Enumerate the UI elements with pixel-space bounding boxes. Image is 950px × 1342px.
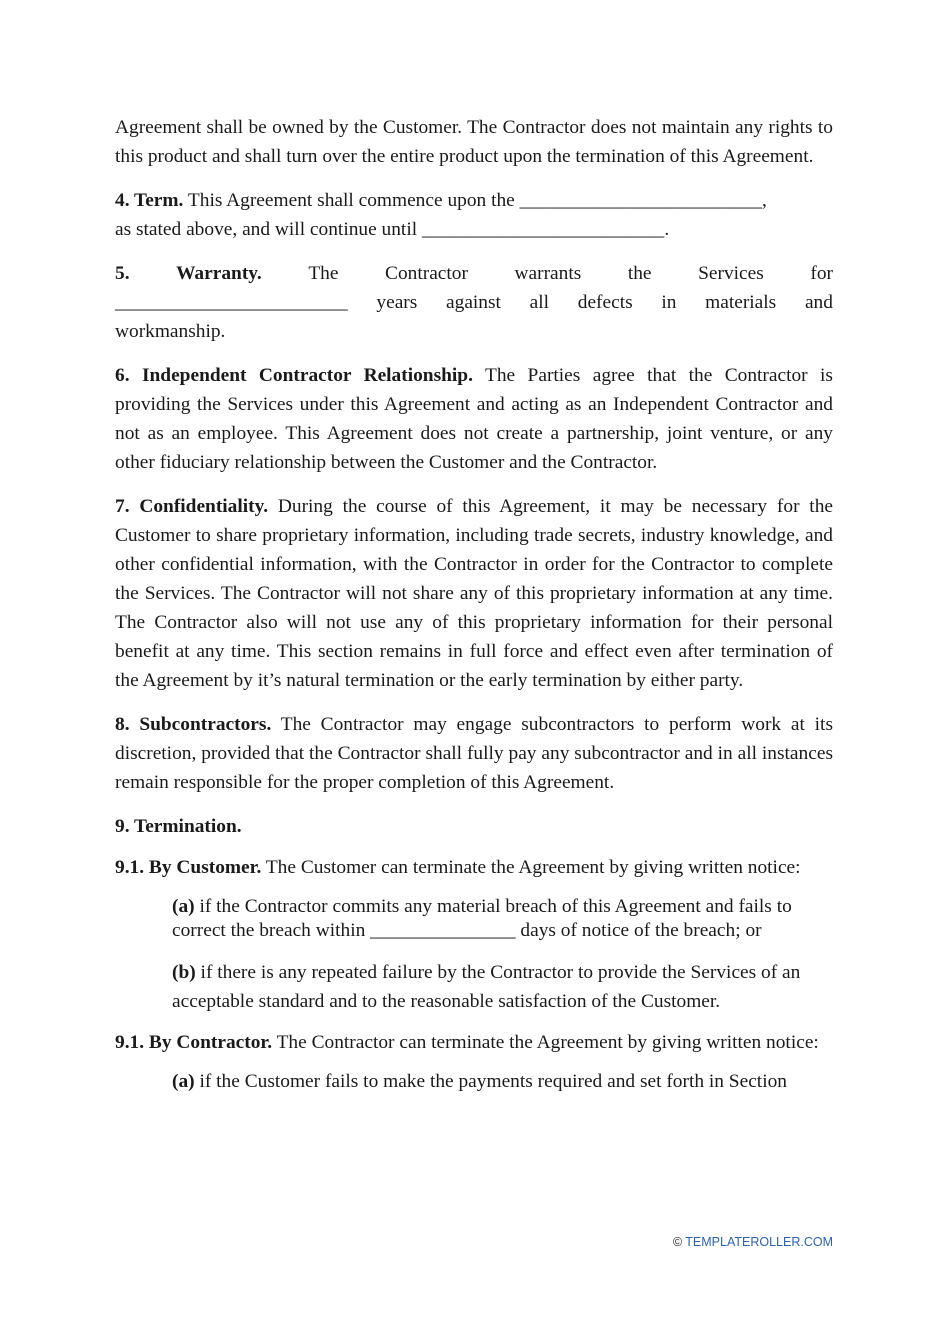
warranty-word: all — [529, 292, 550, 313]
section-warranty — [115, 259, 833, 346]
warranty-word: materials — [705, 292, 777, 313]
clause-b-text: if there is any repeated failure by the Contractor to provide the Services of an acceptable standard and to the reasonable satisfaction of the Customer. — [172, 962, 801, 1012]
term-heading: 4. Term. — [115, 190, 184, 211]
confidentiality-text: During the course of this Agreement, it may be necessary for the Customer to share proprietary information, including trade secrets, industry knowledge, and other confidential information, with the Contractor in order for the Contractor to complete the Services. The Contractor will not share any of this proprietary information at any time. The Contractor also will not use any of this proprietary information for their personal benefit at any time. This section remains in full force and effect even after termination of the Agreement by it’s natural termination or the early termination by either party. — [115, 496, 834, 691]
by-contractor-text: The Contractor can terminate the Agreement by giving written notice: — [272, 1032, 819, 1053]
termination-by-customer — [115, 856, 833, 880]
by-contractor-heading: 9.1. By Contractor. — [115, 1032, 273, 1053]
warranty-line-2 — [115, 288, 833, 317]
warranty-word: Services — [698, 263, 764, 284]
section-termination — [115, 812, 833, 841]
by-customer-heading: 9.1. By Customer. — [115, 857, 262, 878]
warranty-word: and — [804, 292, 833, 313]
subcontractors-heading: 8. Subcontractors. — [115, 714, 272, 735]
independent-heading: 6. Independent Contractor Relationship. — [115, 365, 473, 386]
term-line2: as stated above, and will continue until _________________________. — [115, 219, 670, 240]
clause-b-label: (b) — [172, 962, 196, 983]
warranty-line-1 — [115, 259, 833, 288]
clause-a-label: (a) — [172, 896, 195, 917]
footer-brand — [673, 1235, 833, 1249]
by-customer-clause-a — [172, 895, 833, 943]
section-independent-contractor — [115, 361, 833, 477]
warranty-line-3: workmanship. — [115, 321, 226, 342]
warranty-word: in — [661, 292, 677, 313]
termination-heading: 9. Termination. — [115, 816, 242, 837]
subcontractors-text: The Contractor may engage subcontractors to perform work at its discretion, provided that the Contractor shall fully pay any subcontractor and in all instances remain responsible for the proper completion of this Agreement. — [115, 714, 833, 793]
clause-a-text: if the Contractor commits any material breach of this Agreement and fails to correct the breach within _______________ days of notice of the breach; or — [172, 896, 792, 941]
contractor-clause-a-label: (a) — [172, 1071, 195, 1092]
warranty-word: Contractor — [385, 263, 468, 284]
document-body — [115, 113, 833, 1109]
section-confidentiality — [115, 492, 833, 695]
warranty-word: defects — [577, 292, 633, 313]
warranty-blank: ________________________ — [115, 292, 348, 313]
warranty-word: years — [376, 292, 418, 313]
warranty-word: for — [810, 263, 833, 284]
warranty-number: 5. — [115, 263, 130, 284]
brand-link[interactable]: TEMPLATEROLLER.COM — [685, 1235, 833, 1249]
intro-continuation: Agreement shall be owned by the Customer. The Contractor does not maintain any rights to this product and shall turn over the entire product upon the termination of this Agreement. — [115, 117, 833, 167]
warranty-word: the — [627, 263, 652, 284]
warranty-heading: Warranty. — [176, 263, 262, 284]
by-contractor-clause-a — [172, 1070, 833, 1094]
warranty-word: The — [308, 263, 339, 284]
independent-text: The Parties agree that the Contractor is providing the Services under this Agreement and acting as an Independent Contractor and not as an employee. This Agreement does not create a partnership, joint venture, or any other fiduciary relationship between the Customer and the Contractor. — [115, 365, 833, 473]
warranty-word: warrants — [514, 263, 582, 284]
section-subcontractors — [115, 710, 833, 797]
term-line1: This Agreement shall commence upon the _________________________, — [183, 190, 767, 211]
section-term — [115, 186, 833, 244]
copyright-symbol: © — [672, 1235, 683, 1249]
contractor-clause-a-text: if the Customer fails to make the payments required and set forth in Section — [194, 1071, 787, 1092]
confidentiality-heading: 7. Confidentiality. — [115, 496, 269, 517]
by-customer-clause-b — [172, 958, 833, 1016]
by-customer-text: The Customer can terminate the Agreement by giving written notice: — [261, 857, 801, 878]
termination-by-contractor — [115, 1031, 833, 1055]
warranty-word: against — [446, 292, 501, 313]
